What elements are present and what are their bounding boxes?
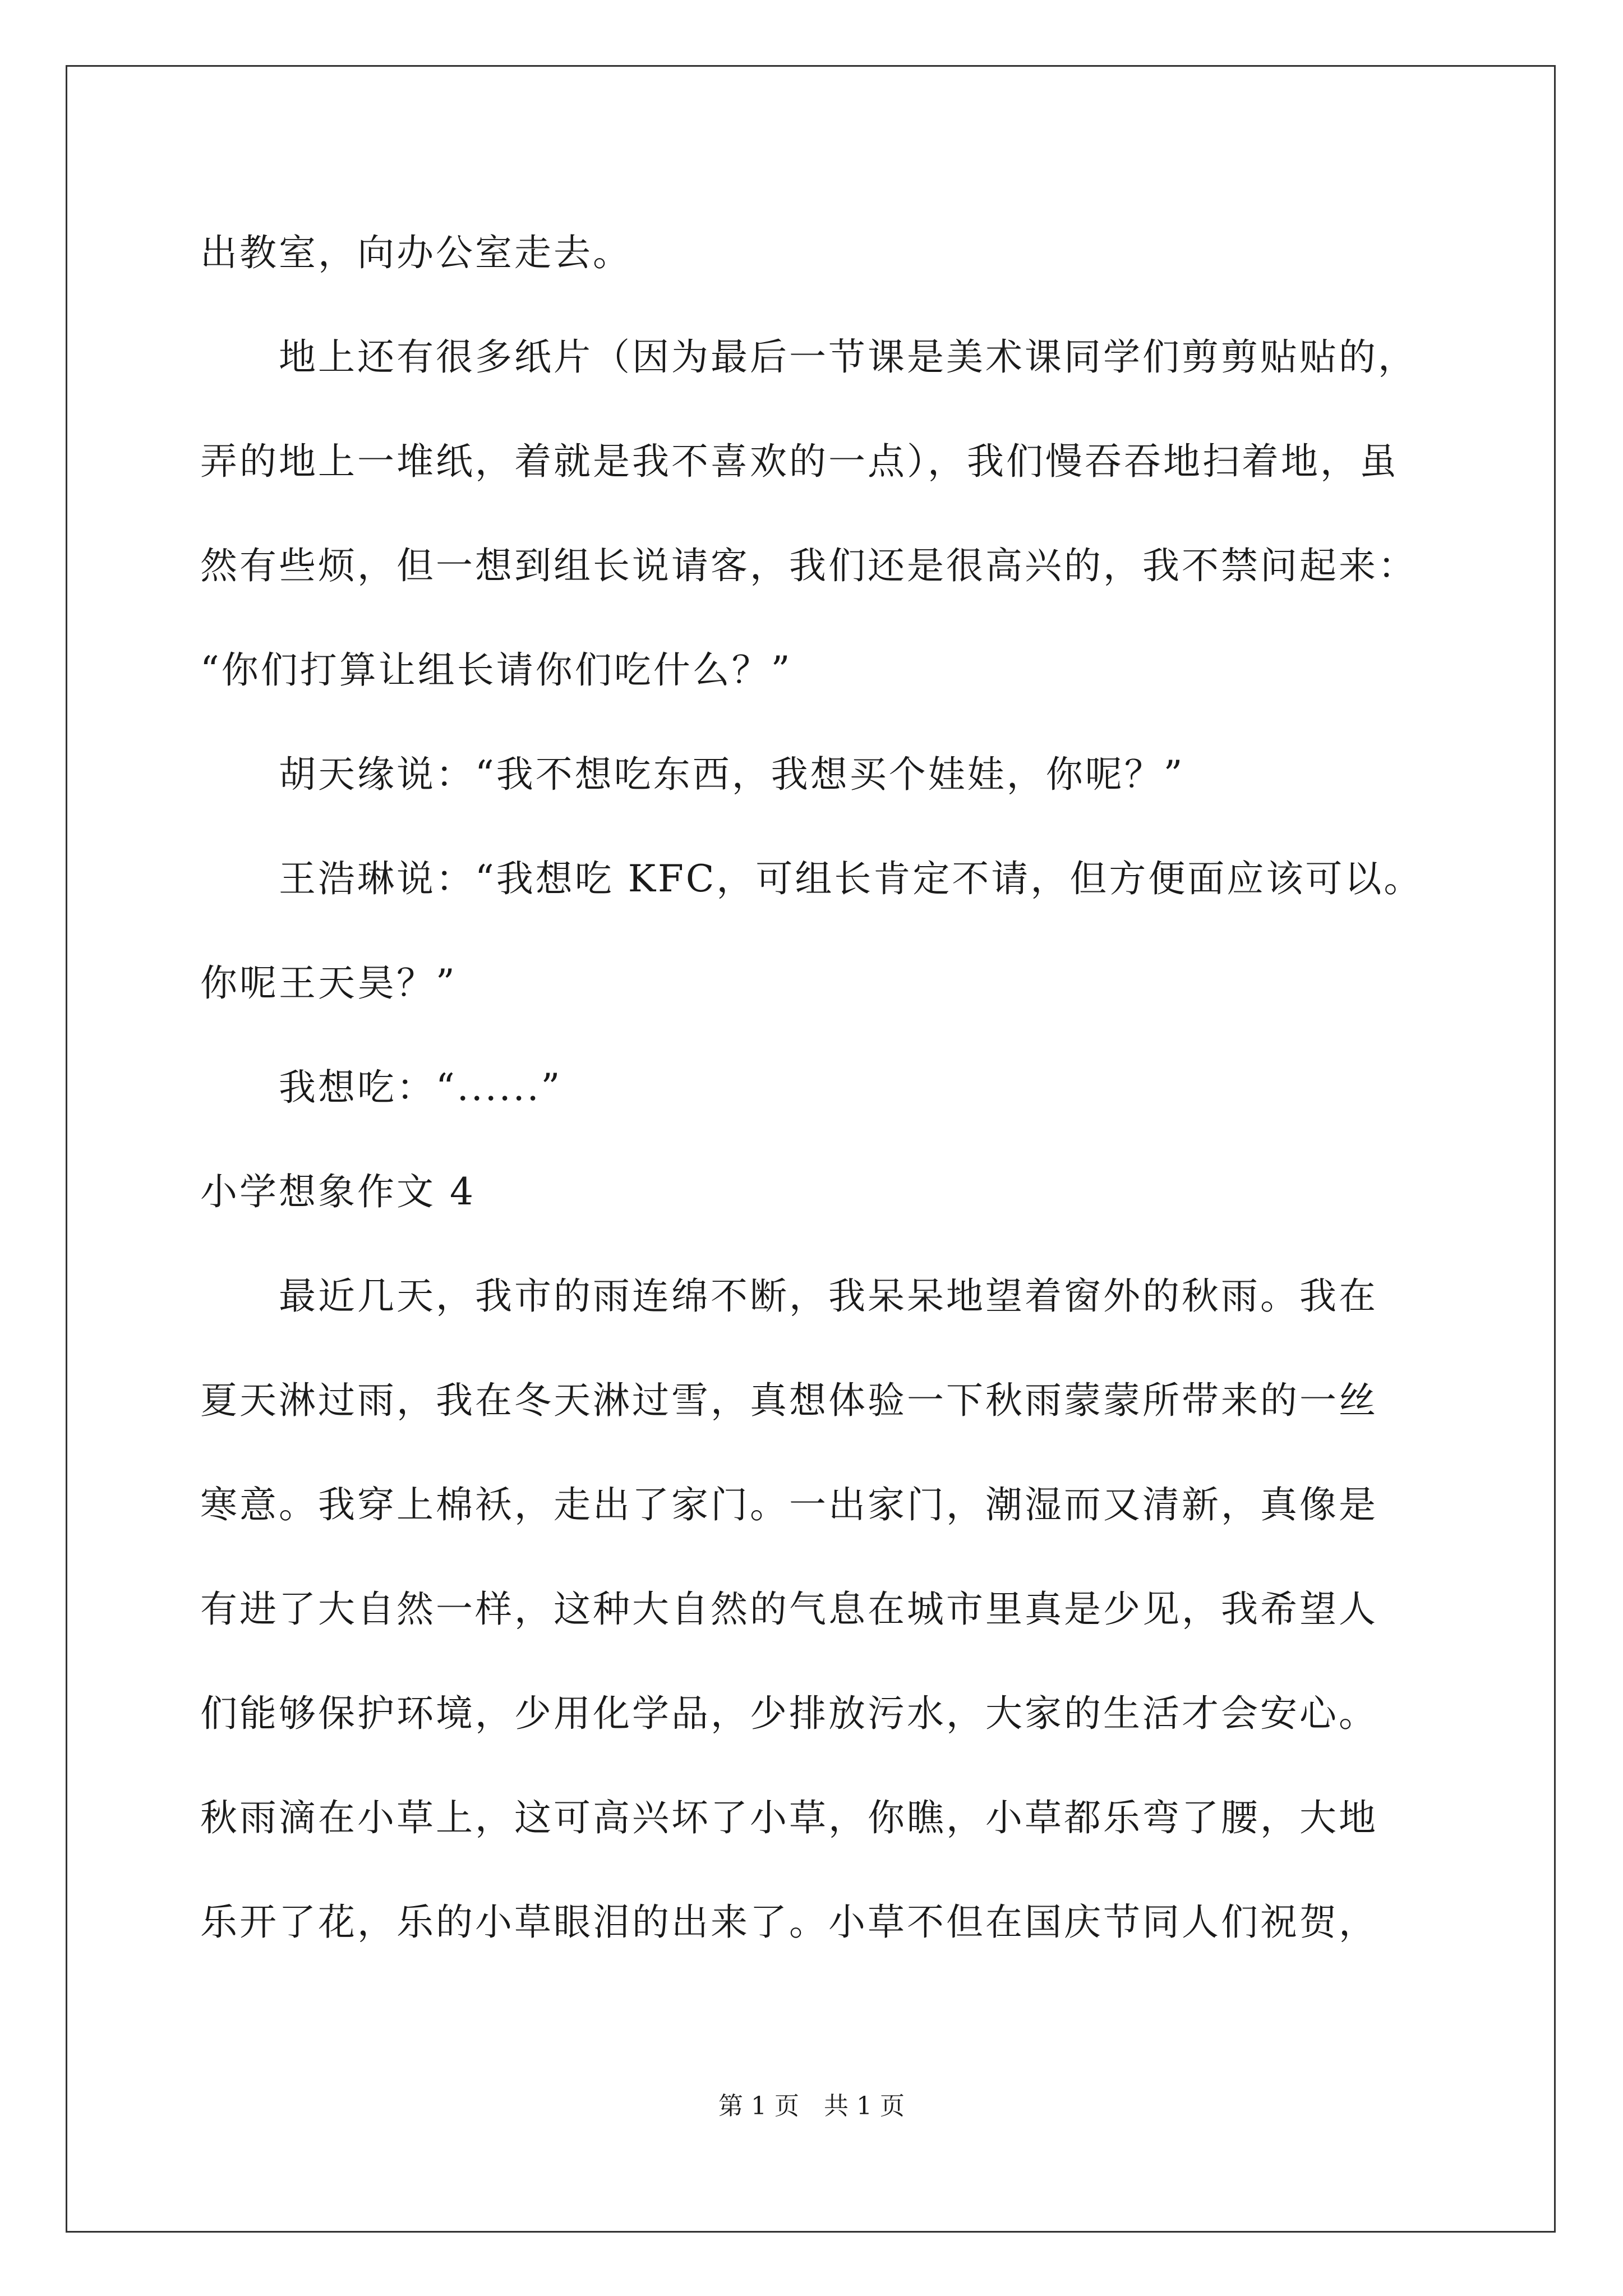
text-line: 夏天淋过雨，我在冬天淋过雪，真想体验一下秋雨蒙蒙所带来的一丝 xyxy=(200,1379,1378,1422)
text-line: 然有些烦，但一想到组长说请客，我们还是很高兴的，我不禁问起来： xyxy=(200,544,1417,587)
text-line: 秋雨滴在小草上，这可高兴坏了小草，你瞧，小草都乐弯了腰，大地 xyxy=(200,1796,1378,1839)
text-line: 们能够保护环境，少用化学品，少排放污水，大家的生活才会安心。 xyxy=(200,1692,1378,1735)
text-line: 出教室，向办公室走去。 xyxy=(200,231,632,274)
text-line: 胡天缘说：“我不想吃东西，我想买个娃娃，你呢？” xyxy=(200,753,1185,796)
text-line: 寒意。我穿上棉袄，走出了家门。一出家门，潮湿而又清新，真像是 xyxy=(200,1483,1378,1526)
text-line: 我想吃：“......” xyxy=(200,1066,562,1109)
page-number-footer: 第 1 页 共 1 页 xyxy=(718,2092,905,2120)
section-heading: 小学想象作文 4 xyxy=(200,1170,476,1213)
text-line: 最近几天，我市的雨连绵不断，我呆呆地望着窗外的秋雨。我在 xyxy=(200,1274,1378,1318)
text-line: “你们打算让组长请你们吃什么？” xyxy=(200,648,792,692)
text-line: 你呢王天昊？” xyxy=(200,961,457,1005)
text-line: 地上还有很多纸片（因为最后一节课是美术课同学们剪剪贴贴的， xyxy=(200,335,1417,379)
text-line: 弄的地上一堆纸，着就是我不喜欢的一点），我们慢吞吞地扫着地，虽 xyxy=(200,440,1399,483)
text-line: 有进了大自然一样，这种大自然的气息在城市里真是少见，我希望人 xyxy=(200,1588,1378,1631)
text-line: 乐开了花，乐的小草眼泪的出来了。小草不但在国庆节同人们祝贺， xyxy=(200,1901,1378,1944)
text-line: 王浩琳说：“我想吃 KFC，可组长肯定不请，但方便面应该可以。 xyxy=(200,857,1423,900)
